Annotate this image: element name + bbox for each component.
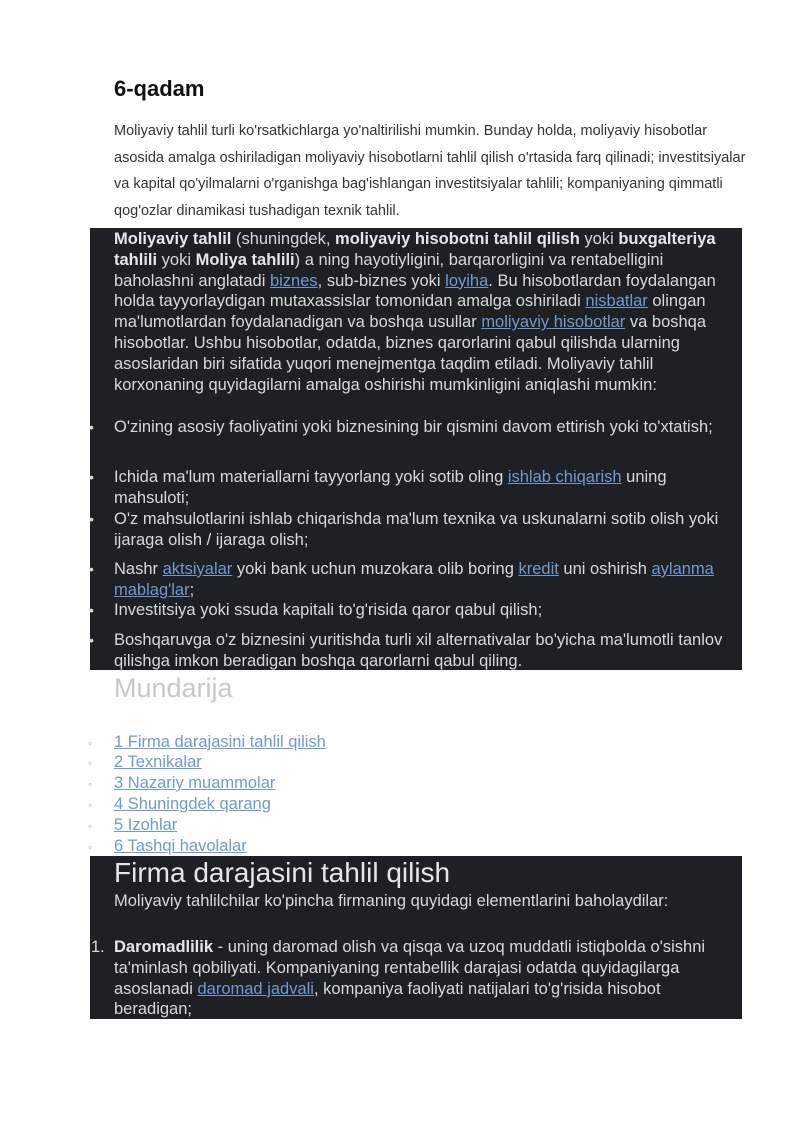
lead-paragraph — [114, 229, 742, 395]
bold-term: Daromadlilik — [114, 938, 214, 956]
intro-paragraph: Moliyaviy tahlil turli ko'rsatkichlarga yo'naltirilishi mumkin. Bunday holda, moliyaviy hisobotlar asosida amalga oshiriladigan moliyaviy hisobotlarni tahlil qilish o'rtasida farq qilinadi; investitsiyalar va kapital qo'yilmalarni o'rganishga bag'ishlangan investitsiyalar tahlili; kompaniyaning qimmatli qog'ozlar dinamikasi tushadigan texnik tahlil. — [114, 123, 746, 219]
link-daromad-jadvali[interactable]: daromad jadvali — [197, 979, 314, 998]
bold-term: Moliyaviy tahlil — [114, 230, 232, 248]
section-heading: Firma darajasini tahlil qilish — [114, 857, 451, 888]
list-number: 1. — [91, 938, 105, 956]
text-run: ) a ning hayotiyligini, barqarorligini va rentabelligini baholashni anglatadi — [114, 250, 664, 290]
list-item-text: Boshqaruvga o'z biznesini yuritishda turli xil alternativalar bo'yicha ma'lumotli tanlov qilishga imkon beradigan boshqa qarorlarni qabul qiling. — [114, 631, 723, 670]
numbered-item-text — [114, 937, 742, 1020]
bullet-icon: ◦ — [88, 736, 93, 750]
page-title: 6-qadam — [114, 76, 205, 101]
list-item-text: O'z mahsulotlarini ishlab chiqarishda ma'lum texnika va uskunalarni sotib olish yoki ijaraga olish / ijaraga olish; — [114, 510, 719, 549]
text-run: , sub-biznes yoki — [317, 271, 446, 290]
bullet-icon: ◦ — [88, 756, 93, 770]
bullet-icon: • — [89, 632, 94, 648]
link-loyiha[interactable]: loyiha — [445, 271, 489, 290]
bullet-icon: ◦ — [88, 798, 93, 812]
bullet-icon: • — [89, 469, 94, 485]
link-biznes[interactable]: biznes — [269, 271, 318, 290]
text-run: yoki — [579, 230, 619, 248]
text-run: olingan ma'lumotlardan foydalanadigan va boshqa usullar — [114, 292, 706, 332]
link-nisbatlar[interactable]: nisbatlar — [585, 292, 648, 311]
text-run: . Bu hisobotlardan foydalangan holda tayyorlaydigan mutaxassislar tomonidan amalga oshiriladi — [114, 271, 716, 311]
bold-term: Moliya tahlili — [195, 250, 295, 269]
toc-heading: Mundarija — [114, 673, 233, 703]
text-run: Nashr — [114, 560, 163, 578]
toc-link[interactable]: 1 Firma darajasini tahlil qilish — [114, 733, 326, 751]
text-run: uning mahsuloti; — [114, 468, 667, 507]
toc-link[interactable]: 3 Nazariy muammolar — [114, 774, 276, 792]
bullet-icon: • — [89, 602, 94, 618]
list-item-text — [114, 559, 742, 601]
toc-link[interactable]: 6 Tashqi havolalar — [114, 837, 247, 855]
toc-link[interactable]: 4 Shuningdek qarang — [114, 795, 271, 813]
toc-item[interactable] — [88, 732, 326, 753]
text-run: yoki bank uchun muzokara olib boring — [232, 560, 519, 578]
toc-item[interactable] — [88, 836, 247, 857]
text-run: , kompaniya faoliyati natijalari to'g'risida hisobot beradigan; — [114, 979, 661, 1019]
link-aktsiyalar[interactable]: aktsiyalar — [162, 560, 233, 578]
bullet-icon: ◦ — [88, 819, 93, 833]
toc-item[interactable] — [88, 752, 202, 773]
text-run: Ichida ma'lum materiallarni tayyorlang yoki sotib oling — [114, 468, 508, 486]
section-paragraph: Moliyaviy tahlilchilar ko'pincha firmaning quyidagi elementlarini baholaydilar: — [114, 892, 669, 910]
bold-term: buxgalteriya tahlili — [114, 230, 716, 269]
toc-item[interactable] — [88, 815, 177, 836]
link-kredit[interactable]: kredit — [518, 560, 559, 578]
bullet-icon: ◦ — [88, 777, 93, 791]
toc-link[interactable]: 2 Texnikalar — [114, 753, 202, 771]
bullet-icon: ◦ — [88, 840, 93, 854]
text-run: va boshqa hisobotlar. Ushbu hisobotlar, odatda, biznes qarorlarini qabul qilishda ularning asoslaridan biri sifatida yuqori menejmentga taqdim etiladi. Moliyaviy tahlil korxonaning quyidagilarni amalga oshirishi mumkinligini aniqlashi mumkin: — [114, 313, 707, 394]
link-ishlab-chiqarish[interactable]: ishlab chiqarish — [507, 468, 622, 486]
text-run: (shuningdek, — [231, 230, 336, 248]
text-run: yoki — [157, 250, 196, 269]
toc-item[interactable] — [88, 794, 271, 815]
toc-link[interactable]: 5 Izohlar — [114, 816, 178, 834]
text-run: - uning daromad olish va qisqa va uzoq muddatli istiqbolda o'sishni ta'minlash qobiliyati. Kompaniyaning rentabellik darajasi odatda quyidagilarga asoslanadi — [114, 938, 706, 998]
list-item-text: Investitsiya yoki ssuda kapitali to'g'risida qaror qabul qilish; — [114, 601, 543, 619]
list-item-text — [114, 467, 742, 509]
link-moliyaviy-hisobotlar[interactable]: moliyaviy hisobotlar — [481, 313, 626, 332]
toc-item[interactable] — [88, 773, 275, 794]
list-item-text: O'zining asosiy faoliyatini yoki biznesining bir qismini davom ettirish yoki to'xtatish; — [114, 418, 713, 436]
bullet-icon: • — [89, 419, 94, 435]
text-run: ; — [189, 580, 195, 599]
bullet-icon: • — [89, 511, 94, 527]
link-aylanma-mablaglar[interactable]: aylanma mablag'lar — [114, 560, 714, 599]
bold-term: moliyaviy hisobotni tahlil qilish — [335, 230, 580, 248]
text-run: uni oshirish — [558, 560, 652, 578]
bullet-icon: • — [89, 561, 94, 577]
